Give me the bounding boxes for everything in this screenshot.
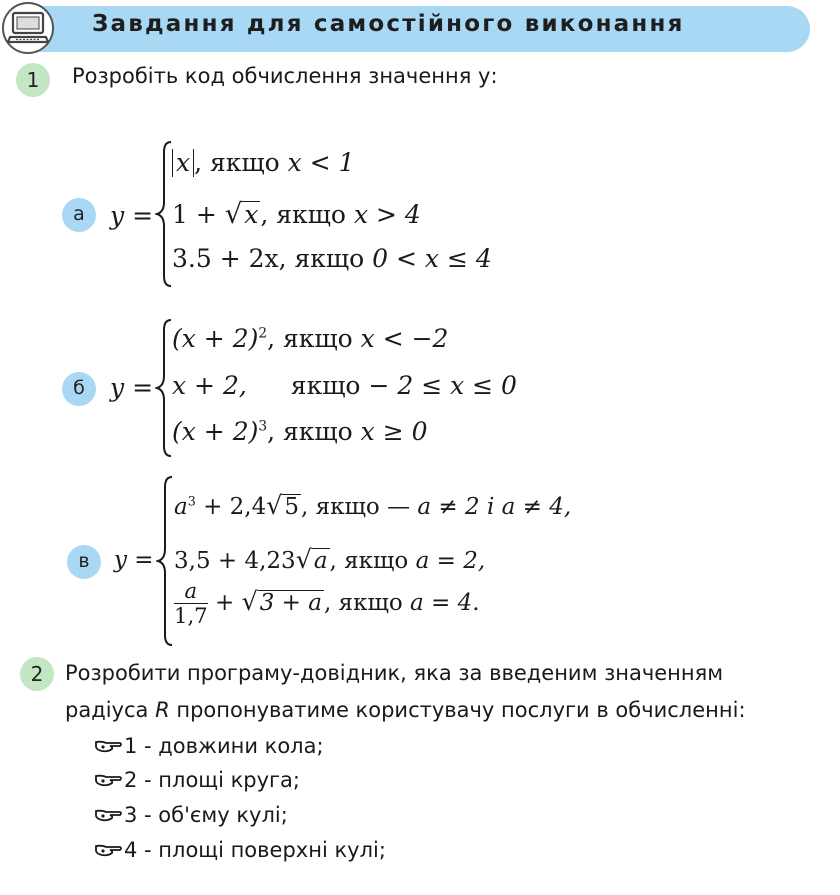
pointing-hand-icon xyxy=(94,841,124,859)
power: 3 xyxy=(187,493,196,509)
formula-v-row-3 xyxy=(174,579,480,629)
formula-v-brace xyxy=(156,475,174,647)
cond-word: якщо xyxy=(290,371,361,400)
cond-expr: x ≥ 0 xyxy=(360,417,428,446)
expr-pre: 1 + xyxy=(172,200,225,229)
expr-pre: 3,5 + 4,23 xyxy=(174,548,296,574)
task2-line-1: Розробити програму-довідник, яка за введеним значенням xyxy=(65,661,724,685)
formula-a-row-1 xyxy=(172,148,355,177)
sqrt-sign: √ xyxy=(241,586,258,616)
formula-a xyxy=(110,140,510,290)
fraction xyxy=(174,579,208,629)
task-number-badge-2: 2 xyxy=(20,657,54,691)
sqrt-arg: a xyxy=(313,548,328,574)
subtask-v-badge: в xyxy=(67,545,101,579)
formula-b-brace xyxy=(155,318,173,458)
formula-b-row-3 xyxy=(172,417,428,446)
list-item-text: 2 - площі круга; xyxy=(124,768,300,792)
expr: 3.5 + 2x xyxy=(172,244,279,273)
radius-var: R xyxy=(155,698,170,722)
subtask-a-badge: а xyxy=(62,198,96,232)
list-item xyxy=(94,768,300,792)
sqrt-sign: √ xyxy=(224,198,243,230)
formula-b-row-1 xyxy=(172,324,448,353)
formula-b xyxy=(110,318,517,458)
sqrt-sign: √ xyxy=(266,491,283,520)
sqrt-arg: x xyxy=(244,200,259,229)
cond-word: , якщо xyxy=(301,494,380,520)
power: 3 xyxy=(258,418,268,435)
list-item-text: 3 - об'єму кулі; xyxy=(124,803,288,827)
cond-expr: 0 < x ≤ 4 xyxy=(372,244,492,273)
task2-line-2 xyxy=(65,698,746,722)
var-a: a xyxy=(174,494,188,520)
list-item-text: 1 - довжини кола; xyxy=(124,734,324,758)
task1-text: Розробіть код обчислення значення у: xyxy=(72,64,498,88)
pointing-hand-icon xyxy=(94,771,124,789)
frac-denominator: 1,7 xyxy=(174,603,208,629)
line2-post: пропонуватиме користувачу послуги в обчисленні: xyxy=(169,698,746,722)
plus: + xyxy=(207,589,242,616)
subtask-b-badge: б xyxy=(62,372,96,406)
task-number-badge: 1 xyxy=(16,63,50,97)
sqrt-arg: 3 + a xyxy=(259,589,322,616)
pointing-hand-icon xyxy=(94,737,124,755)
cond-word: , якщо xyxy=(267,324,353,353)
formula-b-row-2 xyxy=(172,371,517,400)
pointing-hand-icon xyxy=(94,806,124,824)
cond-expr: a = 2, xyxy=(408,548,486,574)
cond-expr: a = 4. xyxy=(402,589,480,616)
formula-a-lhs: y = xyxy=(110,201,154,230)
cond-expr: — a ≠ 2 і a ≠ 4, xyxy=(379,494,572,520)
formula-a-row-3 xyxy=(172,244,492,273)
abs-x: x xyxy=(172,149,194,177)
list-item xyxy=(94,734,324,758)
list-item-text: 4 - площі поверхні кулі; xyxy=(124,838,386,862)
expr: (x + 2) xyxy=(172,417,259,446)
formula-a-brace xyxy=(155,140,173,288)
expr: (x + 2) xyxy=(172,324,259,353)
cond-expr: x < 1 xyxy=(287,148,355,177)
formula-a-row-2 xyxy=(172,198,421,230)
cond-word: , якщо xyxy=(267,417,353,446)
power: 2 xyxy=(258,325,268,342)
cond-word: , якщо xyxy=(329,548,409,574)
cond-word: , якщо xyxy=(278,244,365,273)
formula-v-row-2 xyxy=(174,545,485,574)
formula-v xyxy=(114,475,574,647)
formula-b-lhs: y = xyxy=(110,373,154,402)
list-item xyxy=(94,803,288,827)
cond-word: , якщо xyxy=(323,589,403,616)
formula-v-lhs: y = xyxy=(114,547,154,573)
sqrt-arg: 5 xyxy=(284,494,300,520)
cond-expr: − 2 ≤ x ≤ 0 xyxy=(368,371,517,400)
cond-word: , якщо xyxy=(194,148,280,177)
expr-mid: + 2,4 xyxy=(195,494,267,520)
sqrt-sign: √ xyxy=(295,545,312,574)
frac-numerator: a xyxy=(174,579,208,604)
list-item xyxy=(94,838,386,862)
computer-icon xyxy=(2,2,54,54)
expr: x + 2, xyxy=(172,371,247,400)
cond-expr: x > 4 xyxy=(353,200,421,229)
formula-v-row-1 xyxy=(174,491,571,520)
cond-expr: x < −2 xyxy=(360,324,449,353)
line2-pre: радіуса xyxy=(65,698,156,722)
page-title: Завдання для самостійного виконання xyxy=(92,11,685,37)
cond-word: , якщо xyxy=(260,200,346,229)
